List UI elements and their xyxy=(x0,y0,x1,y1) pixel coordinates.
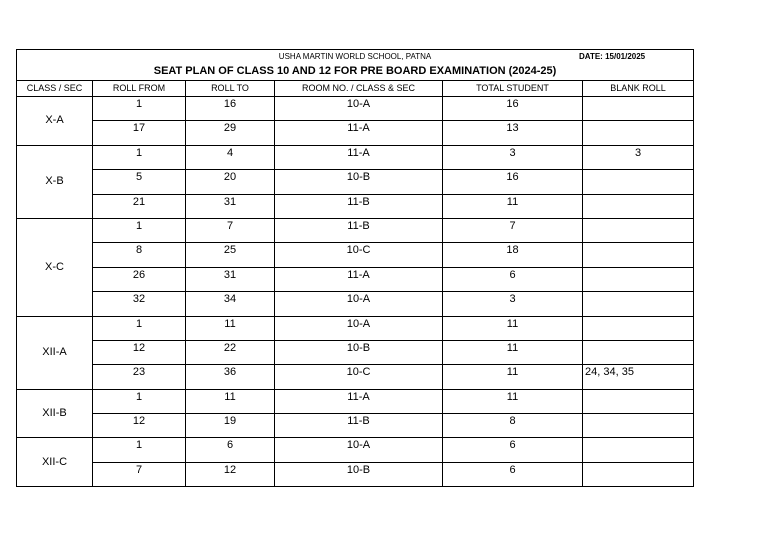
table-row xyxy=(17,267,694,291)
roll-to-cell: 31 xyxy=(186,267,275,291)
total-student-cell: 11 xyxy=(443,389,583,413)
roll-from-cell: 12 xyxy=(93,414,186,438)
table-row xyxy=(17,389,694,413)
roll-from-cell: 12 xyxy=(93,340,186,364)
table-row xyxy=(17,414,694,438)
exam-date: DATE: 15/01/2025 xyxy=(579,52,646,61)
roll-from-cell: 1 xyxy=(93,97,186,121)
col-header-class-sec: CLASS / SEC xyxy=(17,81,93,97)
roll-to-cell: 34 xyxy=(186,292,275,316)
roll-to-cell: 11 xyxy=(186,316,275,340)
room-cell: 10-A xyxy=(275,316,443,340)
roll-to-cell: 36 xyxy=(186,365,275,389)
table-row xyxy=(17,243,694,267)
blank-roll-cell xyxy=(583,218,694,242)
col-header-room: ROOM NO. / CLASS & SEC xyxy=(275,81,443,97)
room-cell: 11-A xyxy=(275,121,443,145)
total-student-cell: 3 xyxy=(443,145,583,169)
total-student-cell: 8 xyxy=(443,414,583,438)
school-name: USHA MARTIN WORLD SCHOOL, PATNA xyxy=(278,52,432,61)
total-student-cell: 18 xyxy=(443,243,583,267)
blank-roll-cell xyxy=(583,170,694,194)
roll-from-cell: 17 xyxy=(93,121,186,145)
class-section-cell: XII-B xyxy=(17,389,93,438)
table-row xyxy=(17,365,694,389)
roll-from-cell: 1 xyxy=(93,145,186,169)
room-cell: 11-B xyxy=(275,194,443,218)
room-cell: 10-B xyxy=(275,170,443,194)
roll-from-cell: 21 xyxy=(93,194,186,218)
roll-from-cell: 8 xyxy=(93,243,186,267)
roll-to-cell: 22 xyxy=(186,340,275,364)
seat-plan-table xyxy=(16,49,694,487)
roll-from-cell: 1 xyxy=(93,218,186,242)
table-row xyxy=(17,121,694,145)
roll-from-cell: 1 xyxy=(93,389,186,413)
table-row xyxy=(17,316,694,340)
roll-to-cell: 31 xyxy=(186,194,275,218)
room-cell: 11-A xyxy=(275,389,443,413)
col-header-blank-roll: BLANK ROLL xyxy=(583,81,694,97)
exam-title: SEAT PLAN OF CLASS 10 AND 12 FOR PRE BOARD EXAMINATION (2024-25) xyxy=(153,65,557,77)
blank-roll-cell xyxy=(583,267,694,291)
room-cell: 11-B xyxy=(275,414,443,438)
blank-roll-cell xyxy=(583,292,694,316)
room-cell: 11-B xyxy=(275,218,443,242)
roll-to-cell: 4 xyxy=(186,145,275,169)
roll-from-cell: 23 xyxy=(93,365,186,389)
room-cell: 11-A xyxy=(275,145,443,169)
blank-roll-cell xyxy=(583,462,694,486)
total-student-cell: 3 xyxy=(443,292,583,316)
col-header-roll-from: ROLL FROM xyxy=(93,81,186,97)
blank-roll-cell xyxy=(583,316,694,340)
total-student-cell: 13 xyxy=(443,121,583,145)
room-cell: 11-A xyxy=(275,267,443,291)
table-row xyxy=(17,438,694,462)
room-cell: 10-A xyxy=(275,97,443,121)
total-student-cell: 11 xyxy=(443,316,583,340)
table-row xyxy=(17,170,694,194)
table-row xyxy=(17,218,694,242)
class-section-cell: X-A xyxy=(17,97,93,146)
room-cell: 10-B xyxy=(275,340,443,364)
total-student-cell: 16 xyxy=(443,170,583,194)
total-student-cell: 6 xyxy=(443,267,583,291)
seat-plan-body xyxy=(17,97,694,487)
blank-roll-cell xyxy=(583,97,694,121)
table-row xyxy=(17,340,694,364)
room-cell: 10-C xyxy=(275,365,443,389)
total-student-cell: 11 xyxy=(443,365,583,389)
total-student-cell: 6 xyxy=(443,462,583,486)
roll-to-cell: 12 xyxy=(186,462,275,486)
column-header-row xyxy=(17,81,694,97)
blank-roll-cell: 24, 34, 35 xyxy=(583,365,694,389)
roll-to-cell: 25 xyxy=(186,243,275,267)
blank-roll-cell xyxy=(583,243,694,267)
roll-to-cell: 16 xyxy=(186,97,275,121)
blank-roll-cell xyxy=(583,389,694,413)
roll-to-cell: 6 xyxy=(186,438,275,462)
total-student-cell: 11 xyxy=(443,194,583,218)
roll-to-cell: 20 xyxy=(186,170,275,194)
roll-to-cell: 29 xyxy=(186,121,275,145)
room-cell: 10-B xyxy=(275,462,443,486)
table-row xyxy=(17,194,694,218)
class-section-cell: XII-C xyxy=(17,438,93,487)
room-cell: 10-C xyxy=(275,243,443,267)
class-section-cell: X-C xyxy=(17,218,93,316)
table-row xyxy=(17,462,694,486)
roll-from-cell: 1 xyxy=(93,316,186,340)
table-row xyxy=(17,292,694,316)
blank-roll-cell xyxy=(583,438,694,462)
title-block xyxy=(17,50,694,81)
col-header-roll-to: ROLL TO xyxy=(186,81,275,97)
blank-roll-cell xyxy=(583,414,694,438)
roll-to-cell: 7 xyxy=(186,218,275,242)
roll-from-cell: 1 xyxy=(93,438,186,462)
room-cell: 10-A xyxy=(275,438,443,462)
class-section-cell: X-B xyxy=(17,145,93,218)
blank-roll-cell xyxy=(583,340,694,364)
col-header-total-student: TOTAL STUDENT xyxy=(443,81,583,97)
total-student-cell: 16 xyxy=(443,97,583,121)
roll-to-cell: 19 xyxy=(186,414,275,438)
blank-roll-cell: 3 xyxy=(583,145,694,169)
class-section-cell: XII-A xyxy=(17,316,93,389)
roll-from-cell: 7 xyxy=(93,462,186,486)
roll-to-cell: 11 xyxy=(186,389,275,413)
blank-roll-cell xyxy=(583,121,694,145)
roll-from-cell: 26 xyxy=(93,267,186,291)
total-student-cell: 6 xyxy=(443,438,583,462)
table-row xyxy=(17,97,694,121)
total-student-cell: 11 xyxy=(443,340,583,364)
blank-roll-cell xyxy=(583,194,694,218)
total-student-cell: 7 xyxy=(443,218,583,242)
table-row xyxy=(17,145,694,169)
roll-from-cell: 5 xyxy=(93,170,186,194)
room-cell: 10-A xyxy=(275,292,443,316)
roll-from-cell: 32 xyxy=(93,292,186,316)
